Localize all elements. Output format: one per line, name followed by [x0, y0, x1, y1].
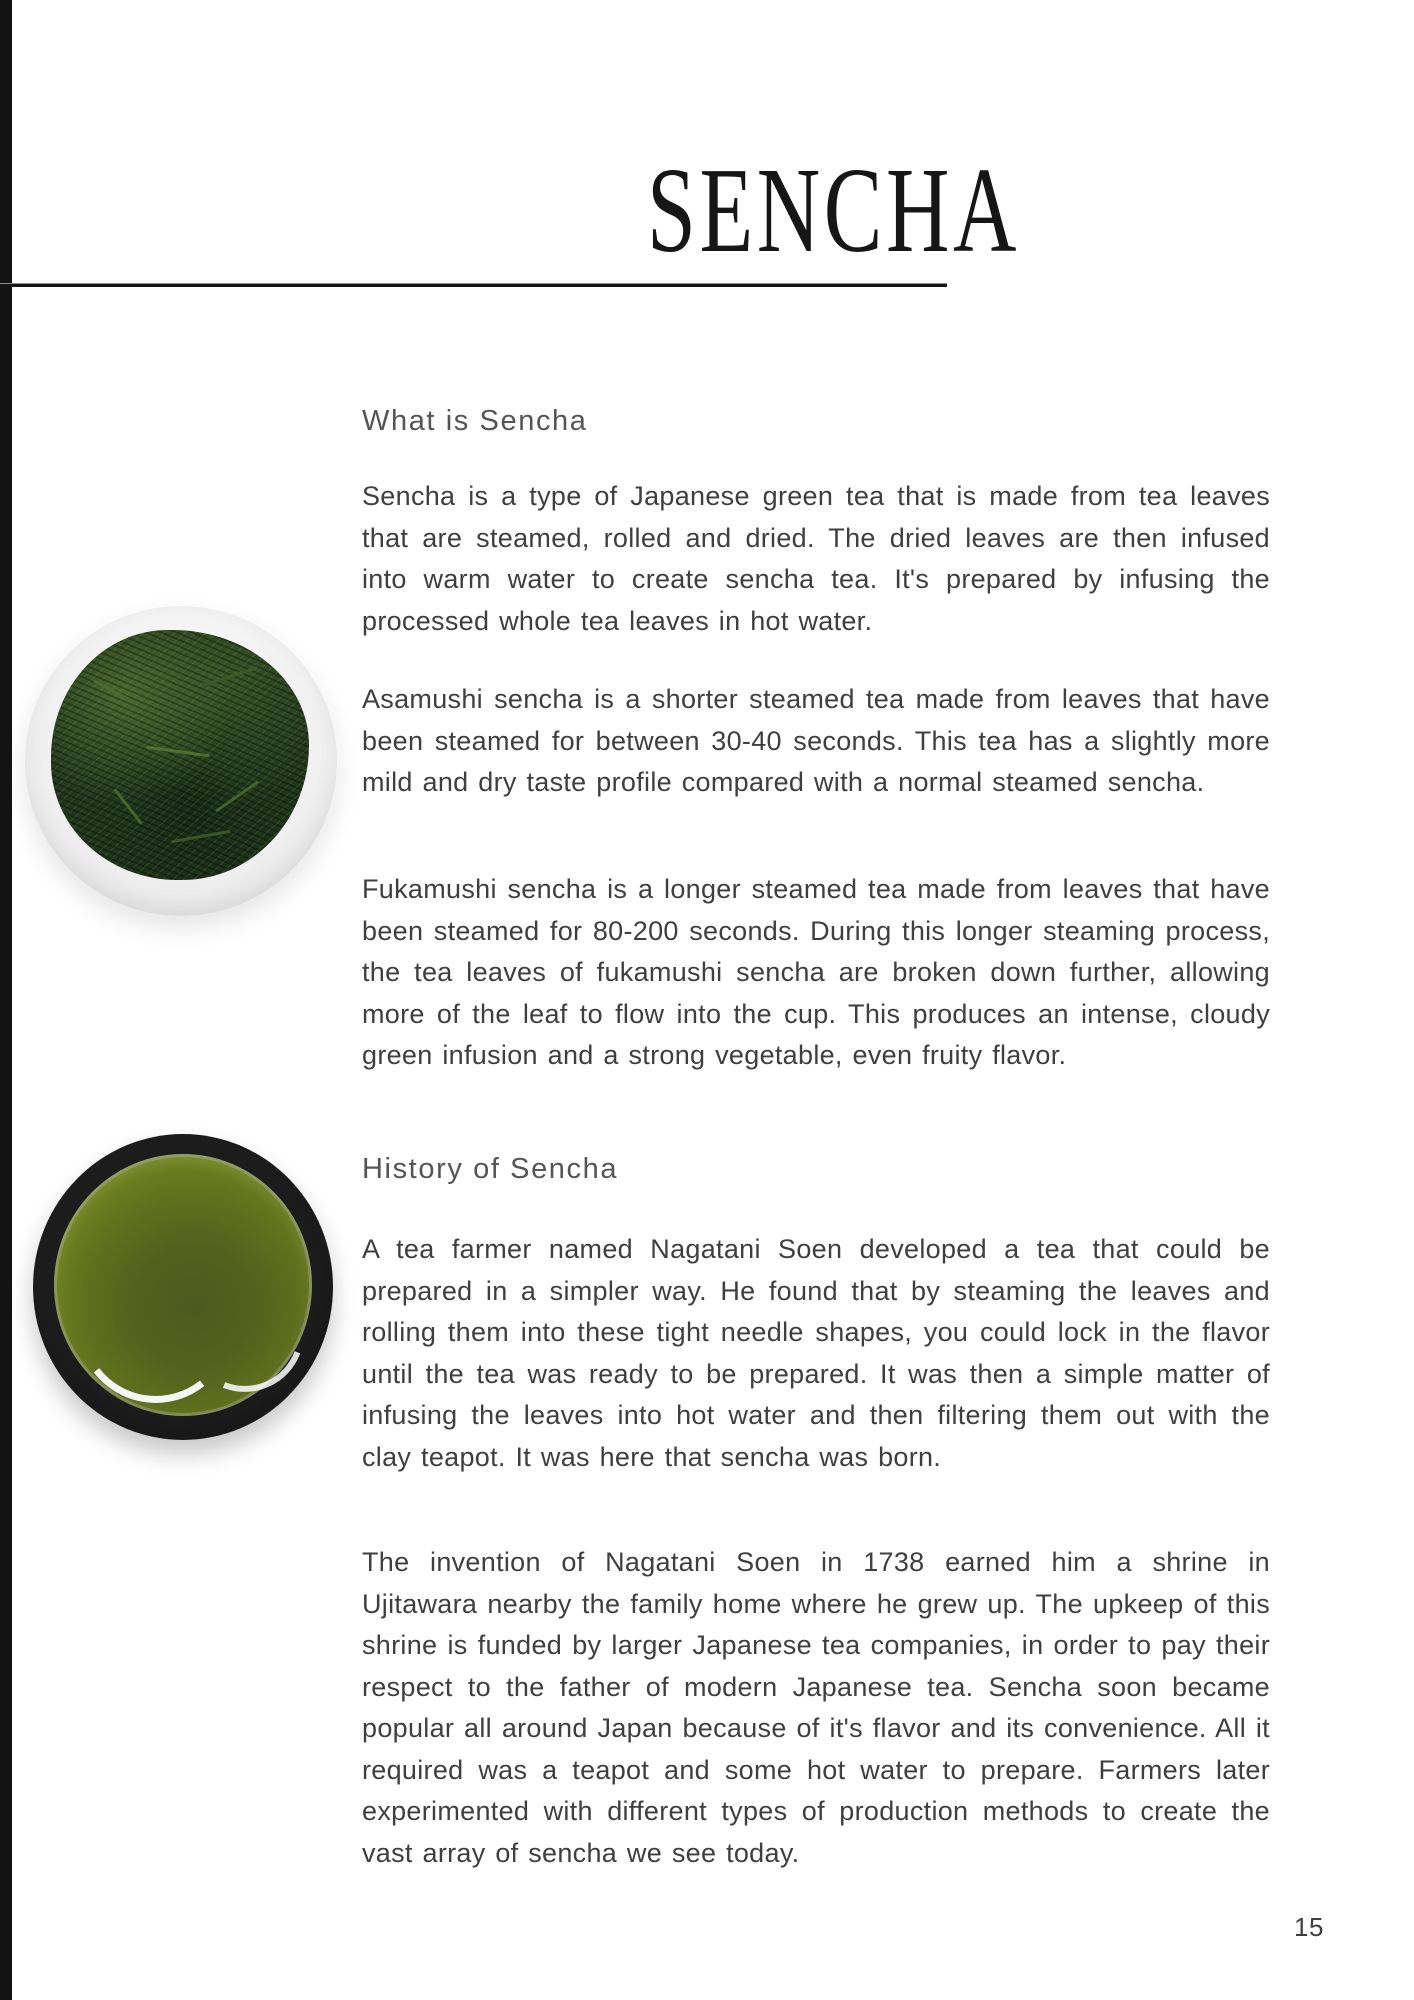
- section-heading-what-is-sencha: What is Sencha: [362, 405, 588, 437]
- page-number: 15: [1294, 1912, 1324, 1942]
- dry-sencha-leaves-photo: [25, 606, 337, 916]
- left-accent-bar: [0, 0, 12, 2000]
- leaf-pile: [51, 630, 309, 880]
- leaf-strand: [171, 830, 231, 843]
- paragraph: The invention of Nagatani Soen in 1738 earned him a shrine in Ujitawara nearby the family home where he grew up. The upkeep of this shrine is funded by larger Japanese tea companies, in order to pay their respect to the father of modern Japanese tea. Sencha soon became popular all around Japan because of it's flavor and its convenience. All it required was a teapot and some hot water to prepare. Farmers later experimented with different types of production methods to create the vast array of sencha we see today.: [362, 1547, 1270, 1868]
- brewed-sencha-cup-photo: [33, 1134, 333, 1440]
- leaf-strand: [202, 666, 258, 687]
- leaf-strand: [113, 788, 142, 825]
- page-title: SENCHA: [646, 143, 1020, 278]
- paragraph: Sencha is a type of Japanese green tea that is made from tea leaves that are steamed, rolled and dried. The dried leaves are then infused into warm water to create sencha tea. It's prepared by infusing the processed whole tea leaves in hot water.: [362, 481, 1270, 636]
- paragraph: Fukamushi sencha is a longer steamed tea made from leaves that have been steamed for 80-200 seconds. During this longer steaming process, the tea leaves of fukamushi sencha are broken down further, allowing more of the leaf to flow into the cup. This produces an intense, cloudy green infusion and a strong vegetable, even fruity flavor.: [362, 874, 1270, 1070]
- title-rule-line: [0, 283, 947, 287]
- leaf-strand: [93, 679, 135, 703]
- paragraph: A tea farmer named Nagatani Soen developed a tea that could be prepared in a simpler way. He found that by steaming the leaves and rolling them into these tight needle shapes, you could lock in the flavor until the tea was ready to be prepared. It was then a simple matter of infusing the leaves into hot water and then filtering them out with the clay teapot. It was here that sencha was born.: [362, 1234, 1270, 1472]
- paragraph: Asamushi sencha is a shorter steamed tea made from leaves that have been steamed for between 30-40 seconds. This tea has a slightly more mild and dry taste profile compared with a normal steamed sencha.: [362, 684, 1270, 797]
- brewed-tea-surface: [54, 1154, 312, 1416]
- leaf-strand: [146, 746, 210, 758]
- section-heading-history-of-sencha: History of Sencha: [362, 1153, 619, 1185]
- leaf-strand: [215, 780, 259, 812]
